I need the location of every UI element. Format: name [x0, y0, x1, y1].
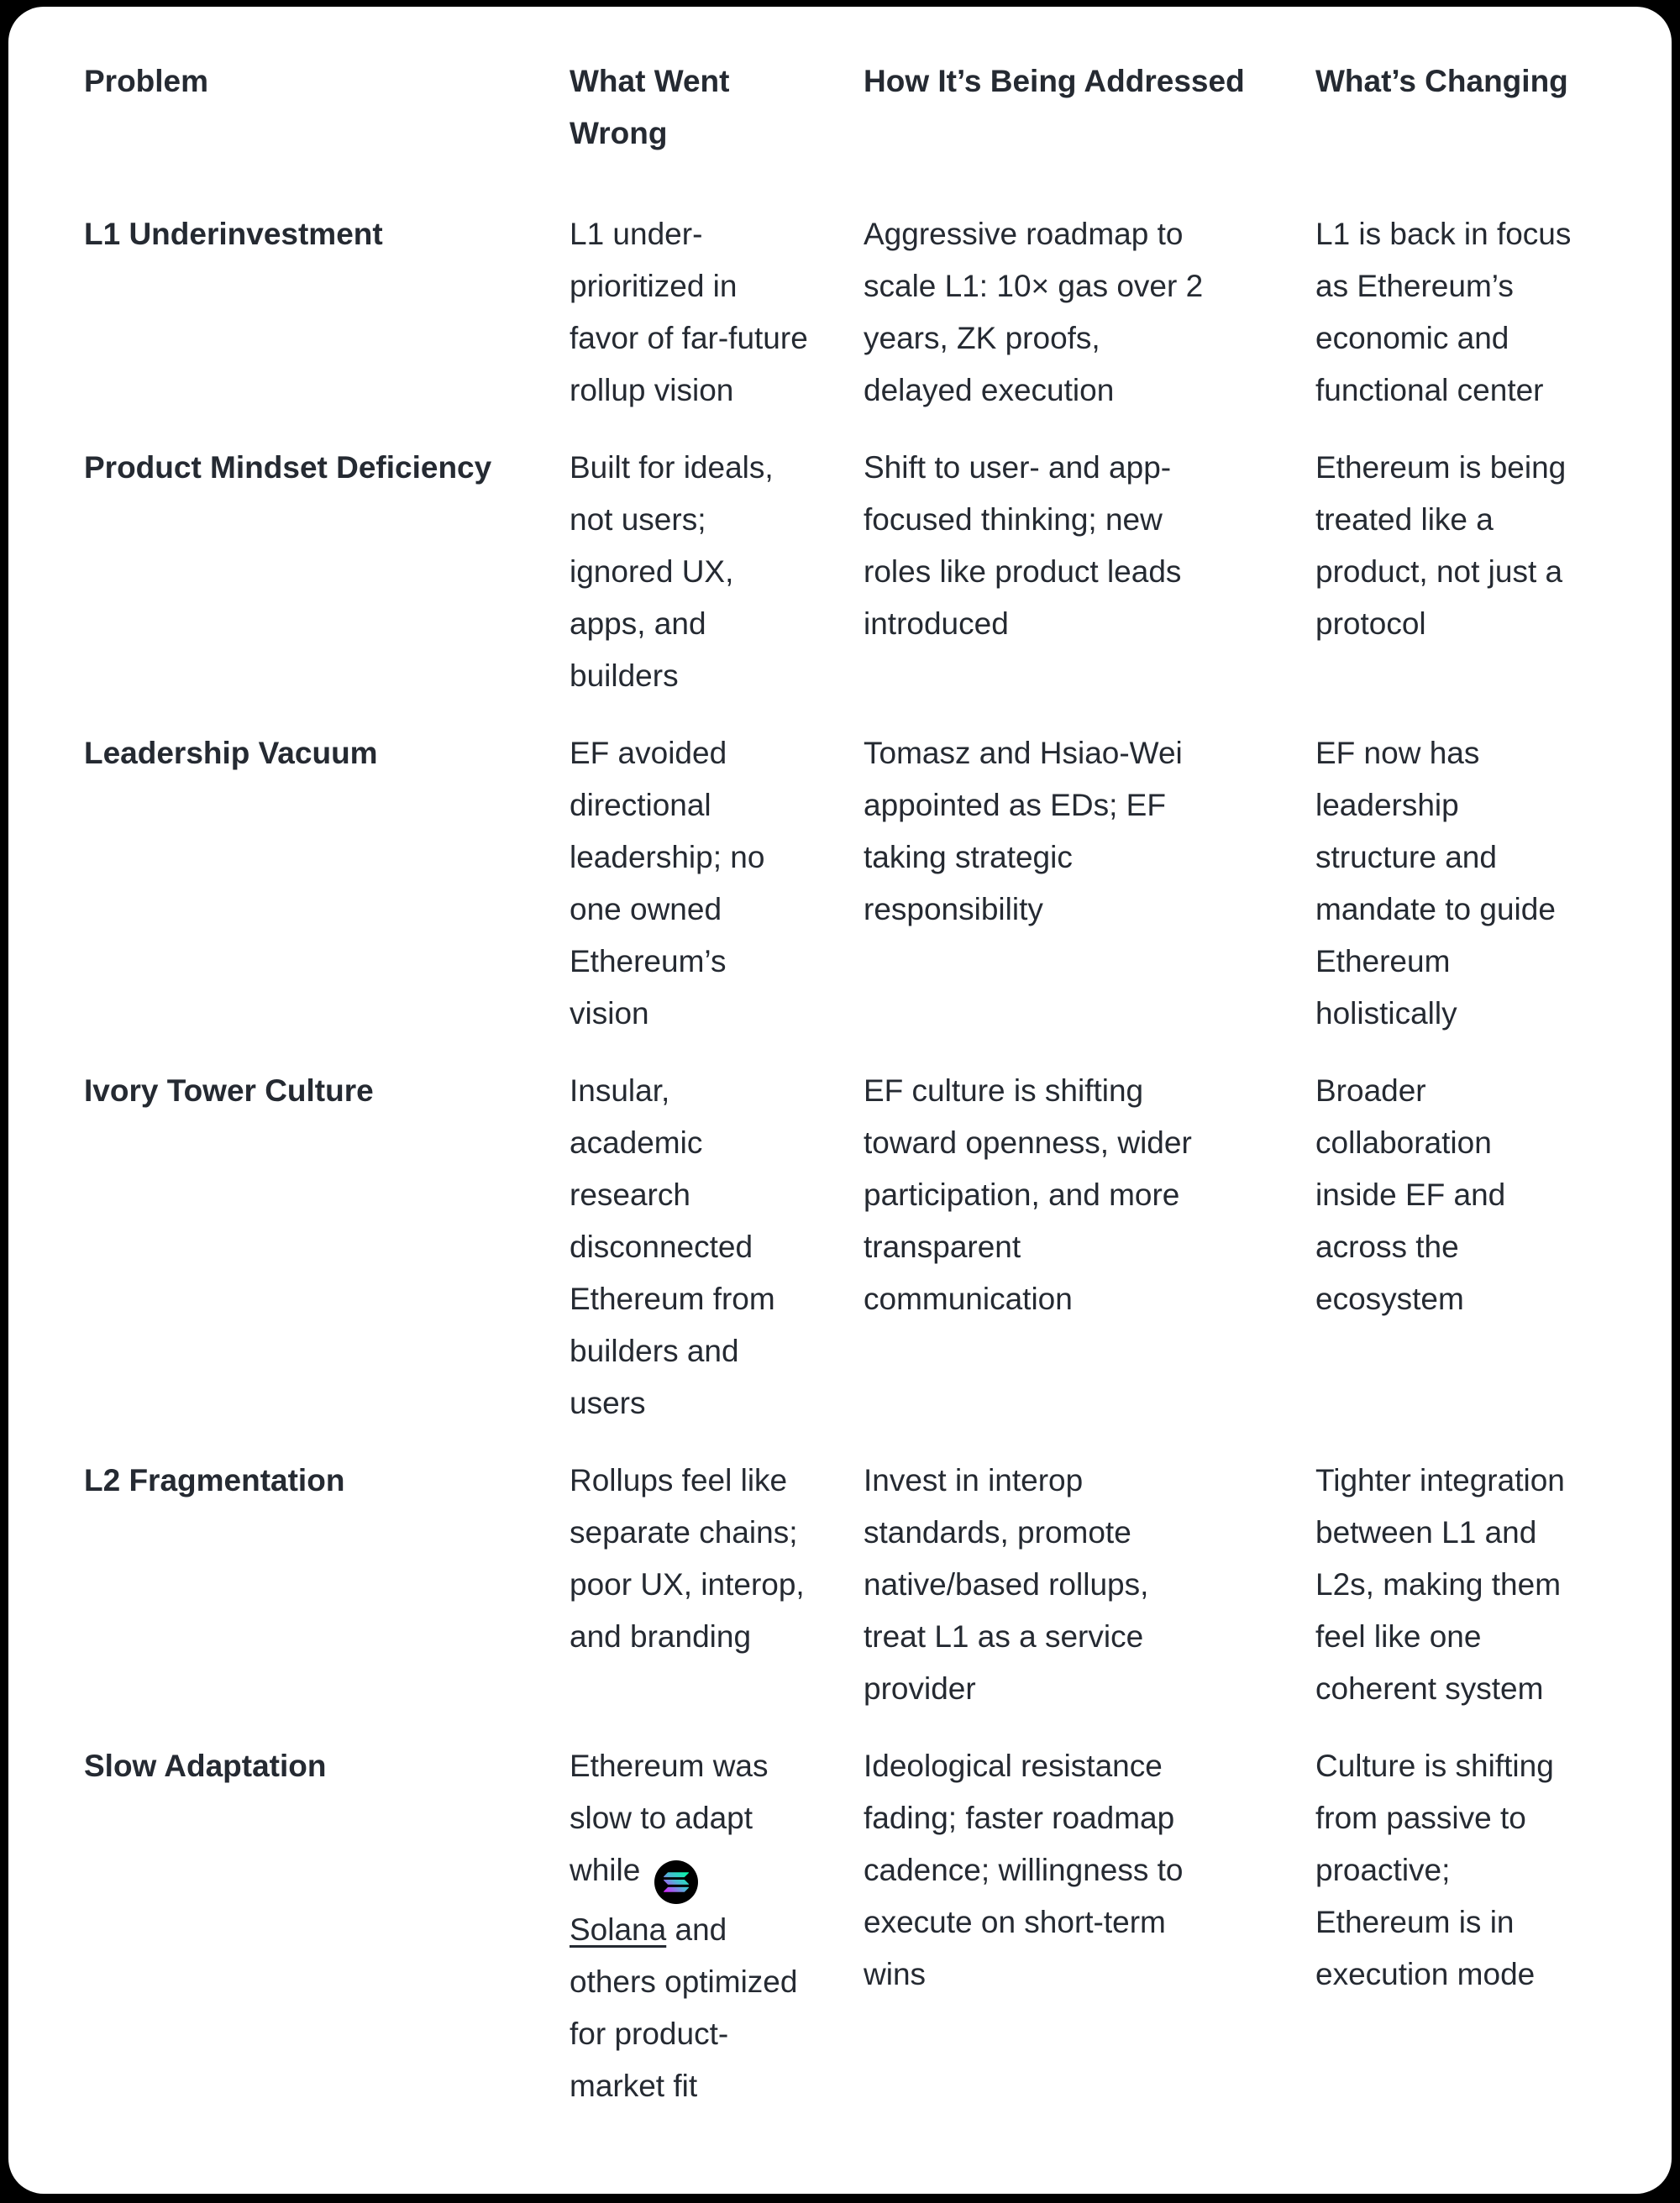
cell-whats-changing: Culture is shifting from passive to proactive; Ethereum is in execution mode [1315, 1749, 1554, 1991]
cell-whats-changing: L1 is back in focus as Ethereum’s economic and functional center [1315, 217, 1572, 407]
solana-icon [654, 1860, 698, 1904]
cell-problem: L2 Fragmentation [84, 1463, 345, 1498]
cell-what-went-wrong: Insular, academic research disconnected Ethereum from builders and users [570, 1073, 775, 1420]
cell-problem: Ivory Tower Culture [84, 1073, 374, 1108]
table-row [84, 1455, 1630, 1715]
table-row [84, 442, 1630, 702]
cell-problem: Product Mindset Deficiency [84, 450, 492, 485]
cell-problem: Slow Adaptation [84, 1749, 327, 1783]
cell-text-prefix: Ethereum was slow to adapt while [570, 1749, 769, 1887]
comparison-table-card [8, 7, 1672, 2194]
cell-whats-changing: Tighter integration between L1 and L2s, making them feel like one coherent system [1315, 1463, 1565, 1706]
cell-whats-changing: Broader collaboration inside EF and across the ecosystem [1315, 1073, 1506, 1316]
cell-what-went-wrong: L1 under-prioritized in favor of far-future rollup vision [570, 217, 808, 407]
cell-what-went-wrong: Rollups feel like separate chains; poor UX, interop, and branding [570, 1463, 805, 1654]
cell-what-went-wrong [570, 1740, 864, 2112]
cell-what-went-wrong: Built for ideals, not users; ignored UX, apps, and builders [570, 450, 774, 693]
table-row [84, 727, 1630, 1040]
table-row [84, 208, 1630, 417]
cell-text-suffix: and others optimized for product-market fit [570, 1912, 798, 2103]
table-row [84, 1065, 1630, 1429]
column-header-whats-changing: What’s Changing [1315, 64, 1568, 98]
cell-problem: Leadership Vacuum [84, 736, 378, 770]
cell-how-addressed: Shift to user- and app-focused thinking; new roles like product leads introduced [864, 450, 1182, 641]
column-header-how-addressed: How It’s Being Addressed [864, 64, 1245, 98]
cell-how-addressed: Ideological resistance fading; faster roadmap cadence; willingness to execute on short-term wins [864, 1749, 1184, 1991]
cell-problem: L1 Underinvestment [84, 217, 383, 251]
cell-what-went-wrong: EF avoided directional leadership; no one owned Ethereum’s vision [570, 736, 765, 1031]
solana-link[interactable]: Solana [570, 1912, 667, 1947]
column-header-problem: Problem [84, 64, 209, 98]
table-header-row [84, 55, 1630, 160]
column-header-what-went-wrong: What Went Wrong [570, 64, 730, 150]
cell-whats-changing: EF now has leadership structure and mandate to guide Ethereum holistically [1315, 736, 1556, 1031]
cell-how-addressed: Invest in interop standards, promote native/based rollups, treat L1 as a service provider [864, 1463, 1149, 1706]
cell-how-addressed: Tomasz and Hsiao-Wei appointed as EDs; EF taking strategic responsibility [864, 736, 1183, 926]
cell-whats-changing: Ethereum is being treated like a product, not just a protocol [1315, 450, 1567, 641]
table-row [84, 1740, 1630, 2112]
cell-how-addressed: EF culture is shifting toward openness, wider participation, and more transparent communication [864, 1073, 1192, 1316]
cell-how-addressed: Aggressive roadmap to scale L1: 10× gas over 2 years, ZK proofs, delayed execution [864, 217, 1204, 407]
